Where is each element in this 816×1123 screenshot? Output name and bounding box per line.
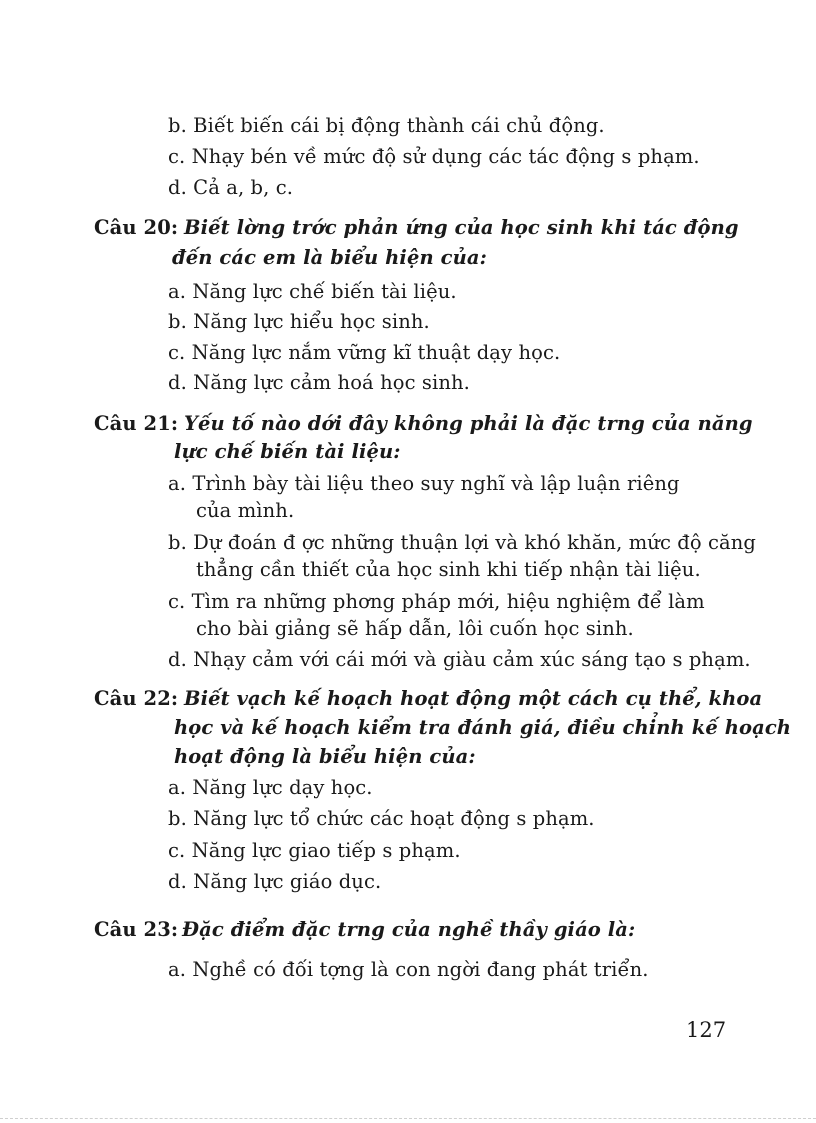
- q21-label: Câu 21:: [94, 412, 179, 435]
- q20-stem-line-2: đến các em là biểu hiện của:: [172, 246, 487, 269]
- q20-option-a: a. Năng lực chế biến tài liệu.: [168, 280, 457, 303]
- q22-stem-line-3: hoạt động là biểu hiện của:: [174, 745, 476, 768]
- q22-option-a: a. Năng lực dạy học.: [168, 776, 373, 799]
- q21-option-b: b. Dự đoán đ ợc những thuận lợi và khó khăn, mức độ căng: [168, 531, 756, 554]
- q20-option-c: c. Năng lực nắm vững kĩ thuật dạy học.: [168, 341, 561, 364]
- page-number: 127: [686, 1018, 727, 1042]
- q21-stem-line-1: Yếu tố nào dới đây không phải là đặc trng của năng: [184, 412, 753, 435]
- q19-option-d: d. Cả a, b, c.: [168, 176, 294, 199]
- q21-stem-line-2: lực chế biến tài liệu:: [174, 440, 401, 463]
- q23-label: Câu 23:: [94, 918, 179, 941]
- q22-option-d: d. Năng lực giáo dục.: [168, 870, 382, 893]
- q22-option-c: c. Năng lực giao tiếp s phạm.: [168, 839, 461, 862]
- q20-option-b: b. Năng lực hiểu học sinh.: [168, 310, 430, 333]
- q22-stem-line-2: học và kế hoạch kiểm tra đánh giá, điều chỉnh kế hoạch: [174, 716, 792, 739]
- q19-option-b: b. Biết biến cái bị động thành cái chủ động.: [168, 114, 605, 137]
- q21-option-b-cont: thẳng cần thiết của học sinh khi tiếp nhận tài liệu.: [196, 558, 701, 581]
- q21-option-a-cont: của mình.: [196, 499, 295, 522]
- q21-option-c: c. Tìm ra những phơng pháp mới, hiệu nghiệm để làm: [168, 590, 705, 613]
- q19-option-c: c. Nhạy bén về mức độ sử dụng các tác động s phạm.: [168, 145, 700, 168]
- q21-option-a: a. Trình bày tài liệu theo suy nghĩ và lập luận riêng: [168, 472, 680, 495]
- q23-stem-line-1: Đặc điểm đặc trng của nghề thầy giáo là:: [182, 918, 636, 941]
- footer-divider: [0, 1118, 816, 1119]
- q23-option-a: a. Nghề có đối tợng là con ngời đang phát triển.: [168, 958, 649, 981]
- q20-stem-line-1: Biết lờng trớc phản ứng của học sinh khi tác động: [184, 216, 739, 239]
- q21-option-d: d. Nhạy cảm với cái mới và giàu cảm xúc sáng tạo s phạm.: [168, 648, 751, 671]
- q22-label: Câu 22:: [94, 687, 179, 710]
- q22-option-b: b. Năng lực tổ chức các hoạt động s phạm.: [168, 807, 595, 830]
- q20-option-d: d. Năng lực cảm hoá học sinh.: [168, 371, 470, 394]
- q22-stem-line-1: Biết vạch kế hoạch hoạt động một cách cụ thể, khoa: [184, 687, 763, 710]
- q21-option-c-cont: cho bài giảng sẽ hấp dẫn, lôi cuốn học sinh.: [196, 617, 634, 640]
- q20-label: Câu 20:: [94, 216, 179, 239]
